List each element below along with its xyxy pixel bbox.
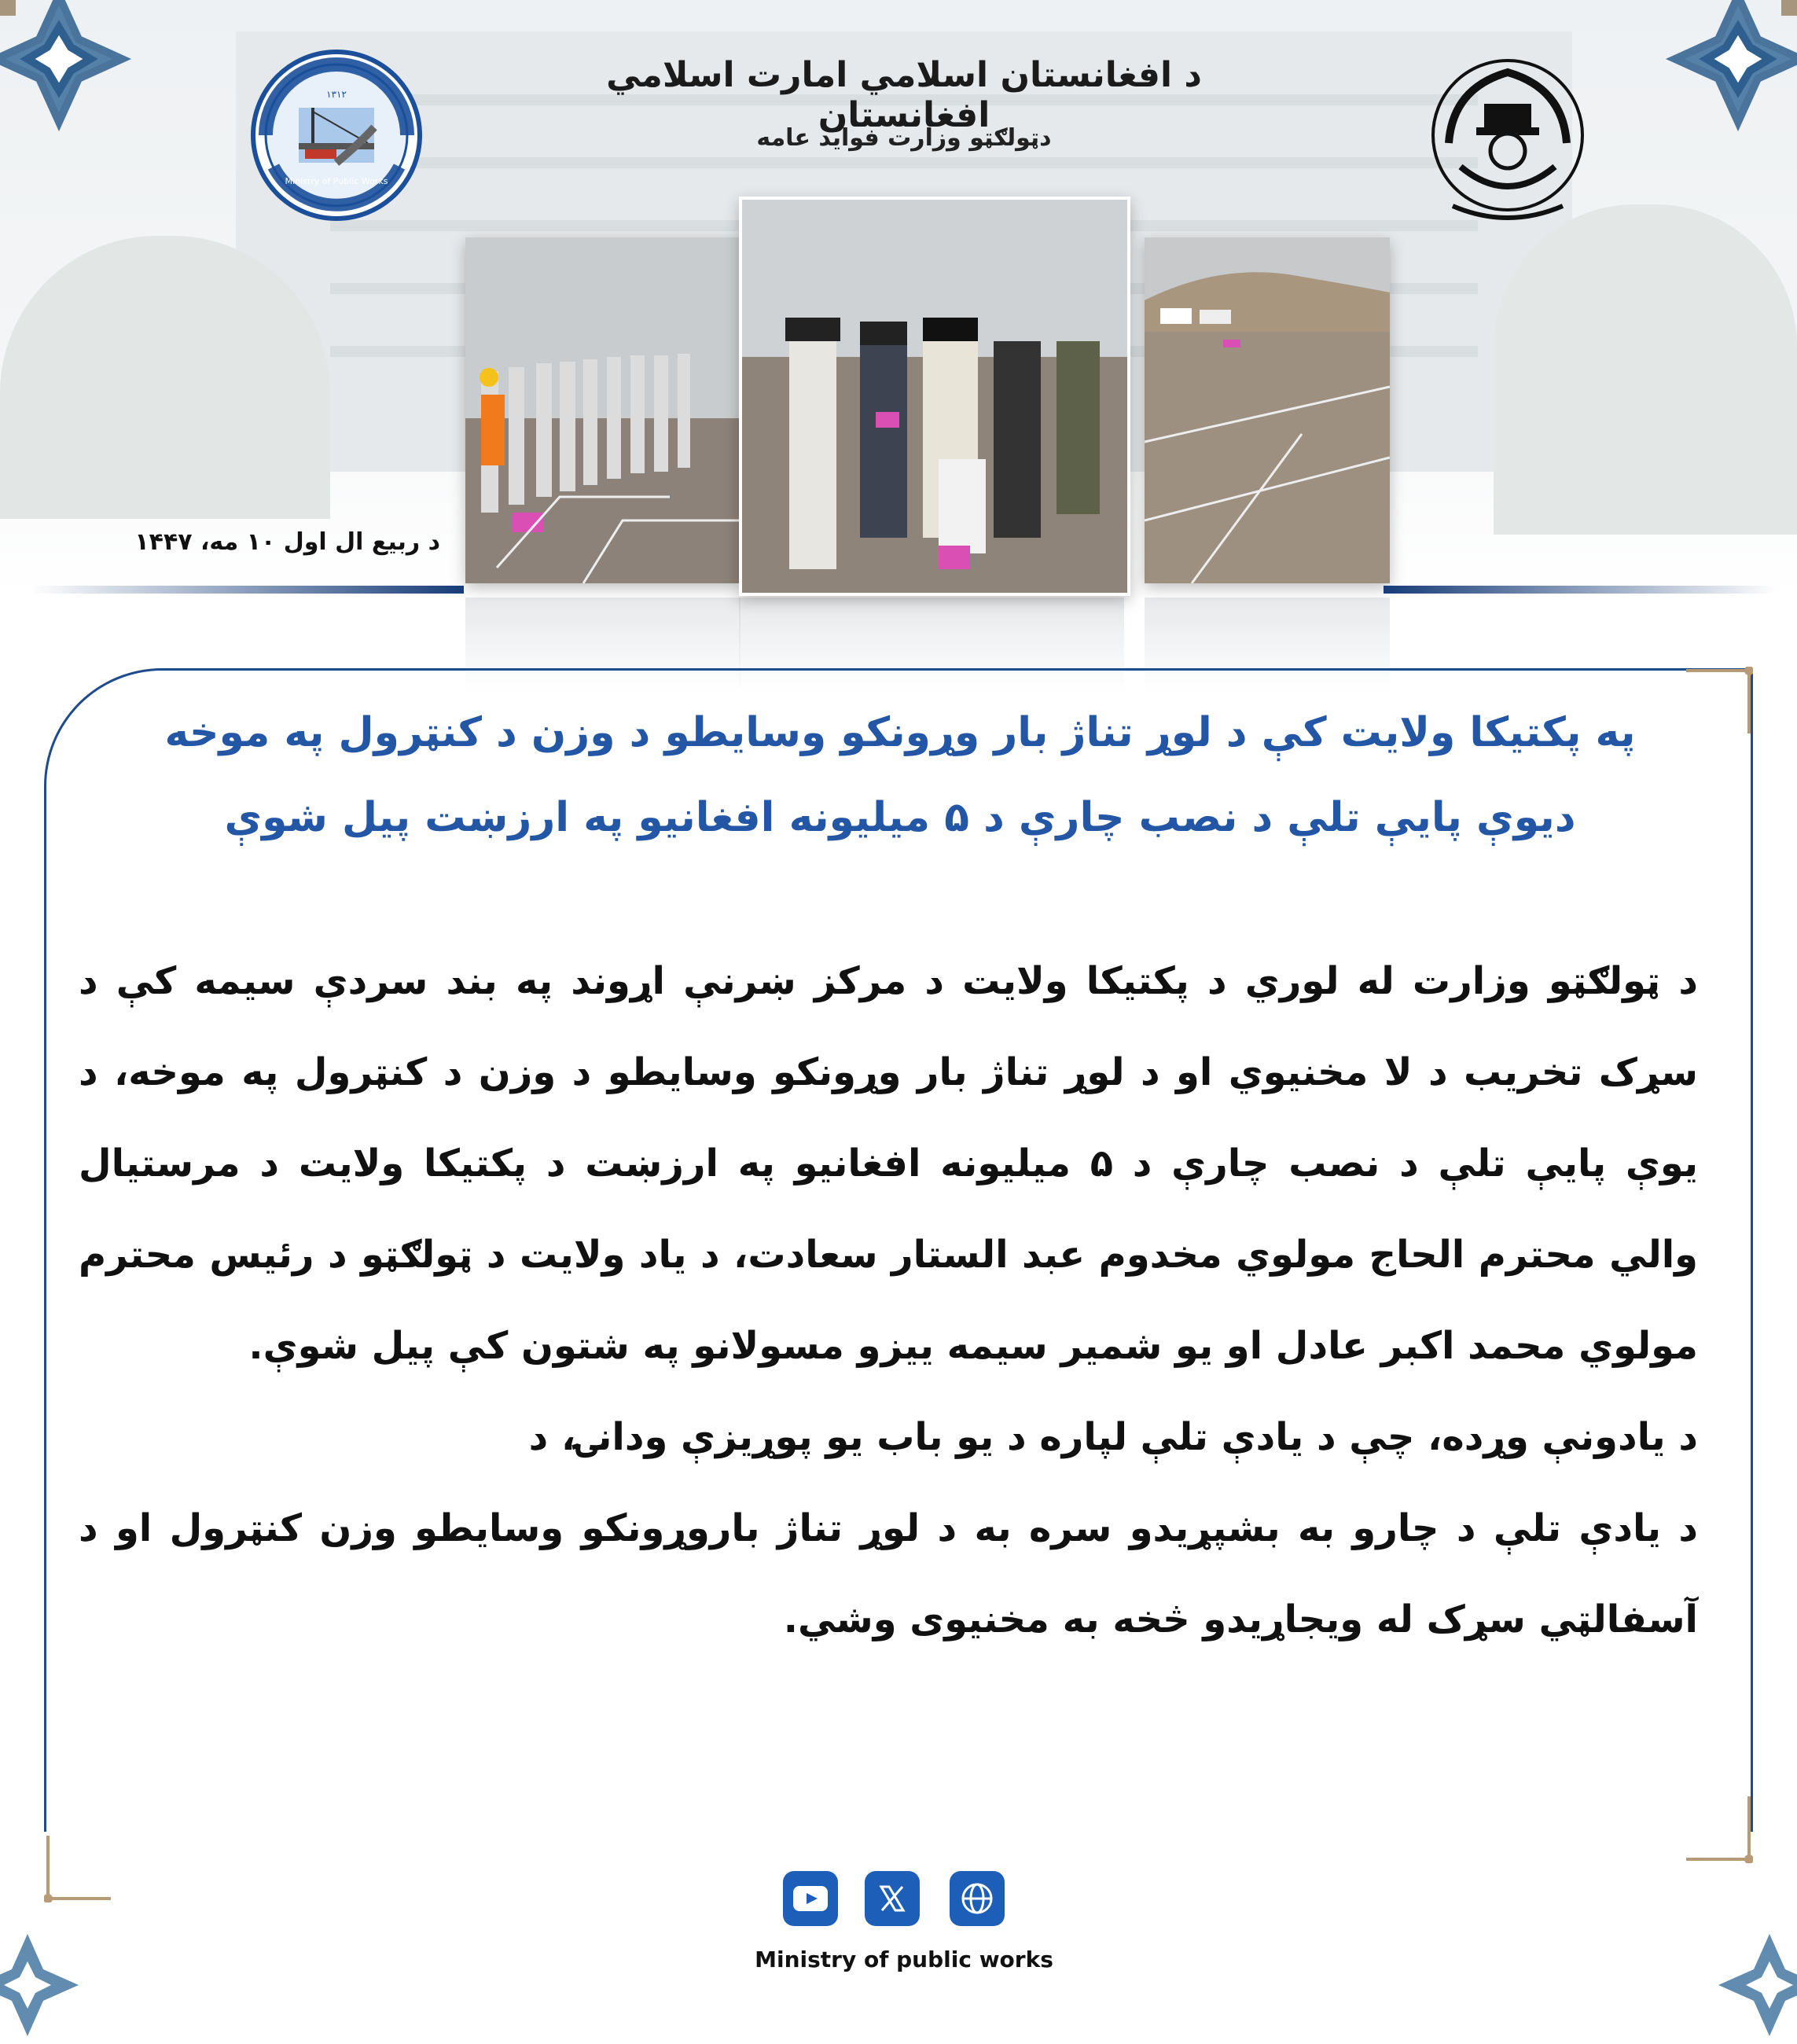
headline (110, 690, 1690, 860)
date-label: د ربیع ال اول ۱۰ مه، ۱۴۴۷ (134, 528, 440, 556)
corner-ornament-icon (1711, 1926, 1797, 2044)
frame-corner-ornament-icon (1682, 667, 1753, 737)
corner-ornament-icon (0, 1926, 86, 2044)
event-photo-right (1145, 237, 1390, 583)
event-photo-left (465, 237, 740, 583)
divider-line (31, 586, 464, 594)
article-body (79, 936, 1698, 1665)
frame-corner-ornament-icon (44, 1832, 115, 1902)
youtube-icon[interactable] (783, 1871, 838, 1926)
corner-ornament-icon (1663, 0, 1797, 134)
divider-line (1384, 586, 1777, 594)
x-icon[interactable] (865, 1871, 920, 1926)
headline-line-1: په پکتیکا ولایت کې د لوړ تناژ بار وړونکو وسایطو د وزن د کنټرول په موخه (164, 709, 1636, 756)
footer-label: Ministry of public works (755, 1947, 1053, 1972)
globe-icon[interactable] (950, 1871, 1005, 1926)
headline-line-2: دیوې پایې تلې د نصب چارې د ۵ میلیونه افغانیو په ارزښت پیل شوې (224, 794, 1576, 841)
header-title: د افغانستان اسلامي امارت اسلامي افغانستان (606, 55, 1202, 135)
paragraph-3: د یادې تلې د چارو به بشپړیدو سره به د لوړ تناژ باروړونکو وسایطو وزن کنټرول او د آسفالټي سړک له ویجاړیدو څخه به مخنیوی وشي. (79, 1506, 1698, 1641)
paragraph-1: د ټولګټو وزارت له لوري د پکتیکا ولایت د مرکز ښرنې اړوند په بند سردې سیمه کې د سړک تخریب د لا مخنیوي او د لوړ تناژ بار وړونکو وسایطو د وزن د کنټرول په موخه، د یوې پایې تلې د نصب چارې د ۵ میلیونه افغانیو په ارزښت د پکتیکا ولایت د مرستیال والي محترم الحاج مولوي مخدوم عبد الستار سعادت، د یاد ولایت د ټولګټو د رئیس محترم مولوي محمد اکبر عادل او یو شمیر سیمه ییزو مسولانو په شتون کې پیل شوې. (79, 959, 1698, 1368)
svg-text:۱۳۱۲: ۱۳۱۲ (326, 89, 347, 100)
corner-ornament-icon (0, 0, 134, 134)
tree-right (1494, 204, 1797, 535)
header-subtitle: دټولګټو وزارت فواید عامه (756, 124, 1052, 152)
event-photo-center (739, 197, 1130, 596)
tree-left (0, 236, 330, 519)
emirate-emblem-icon (1421, 49, 1594, 230)
paragraph-2: د یادونې وړده، چې د یادې تلې لپاره د یو باب یو پوړیزې ودانۍ، د (528, 1415, 1698, 1459)
ministry-logo-icon (250, 49, 423, 222)
frame-corner-ornament-icon (1682, 1792, 1753, 1863)
svg-text:Ministry of Public Works: Ministry of Public Works (285, 176, 388, 186)
